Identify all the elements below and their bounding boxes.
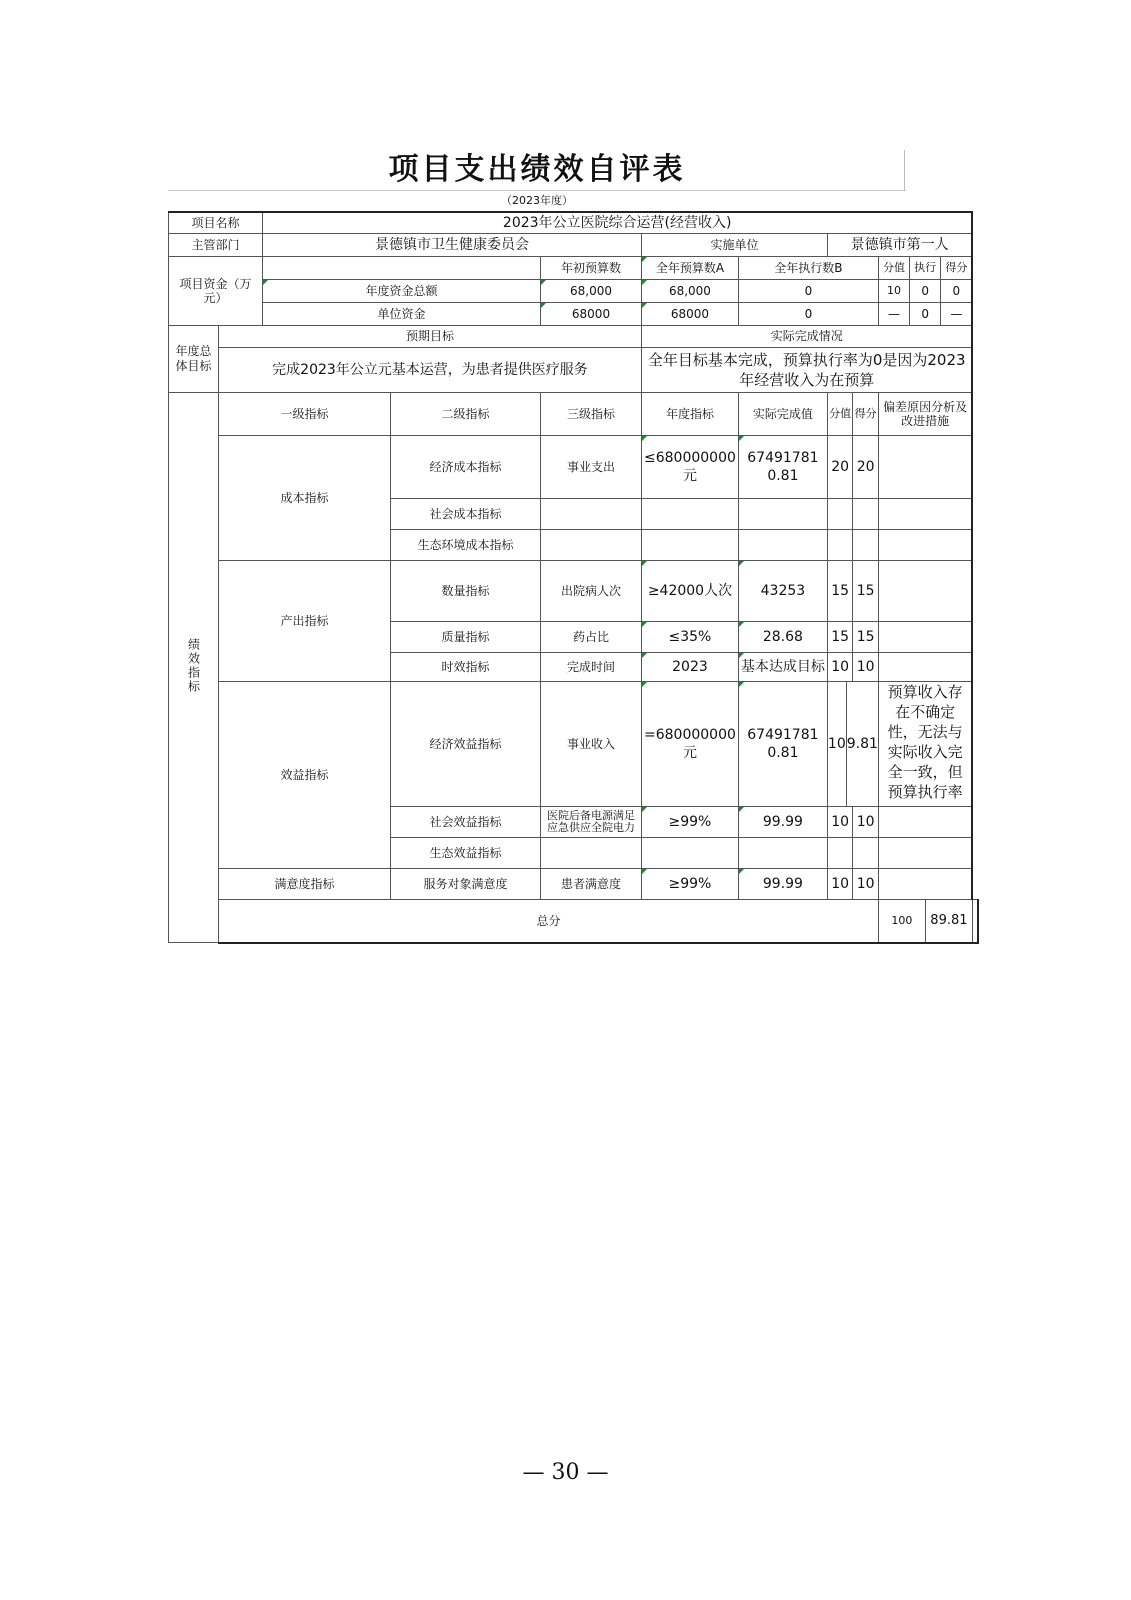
unit-value: 景德镇市第一人 xyxy=(827,233,972,256)
reason-cell: 预算收入存在不确定性，无法与实际收入完全一致，但预算执行率 xyxy=(878,681,972,806)
weight-cell xyxy=(828,530,854,560)
group-benefit: 效益指标 xyxy=(219,681,391,868)
project-name-label: 项目名称 xyxy=(169,212,263,233)
actual-cell xyxy=(738,498,827,529)
level3-cell xyxy=(541,529,642,560)
actual-cell: 674917810.81 xyxy=(738,681,827,806)
target-cell: ≥99% xyxy=(642,806,739,837)
weight-cell: 10 xyxy=(828,682,847,806)
actual-cell: 99.99 xyxy=(738,868,827,899)
actual-header: 实际完成情况 xyxy=(642,325,973,347)
total-reason xyxy=(972,899,978,943)
level2-cell: 时效指标 xyxy=(391,652,541,681)
level3-cell: 药占比 xyxy=(541,621,642,652)
level2-cell: 社会效益指标 xyxy=(391,806,541,837)
reason-cell xyxy=(878,435,972,498)
score-cell xyxy=(853,838,878,868)
total-weight: 100 xyxy=(879,900,926,942)
level2-cell: 数量指标 xyxy=(391,560,541,621)
funds-row-executed: 0 xyxy=(738,279,878,302)
level3-cell xyxy=(541,498,642,529)
reason-cell xyxy=(878,837,972,868)
funds-score-value-header: 分值 xyxy=(879,257,910,279)
weight-cell xyxy=(828,499,854,529)
weight-score-cell xyxy=(827,837,878,868)
weight-score-cell xyxy=(827,652,878,681)
target-cell xyxy=(642,498,739,529)
dept-value: 景德镇市卫生健康委员会 xyxy=(263,233,642,256)
group-output: 产出指标 xyxy=(219,560,391,681)
header-actual: 实际完成值 xyxy=(738,392,827,435)
level3-cell: 出院病人次 xyxy=(541,560,642,621)
group-satisfaction: 满意度指标 xyxy=(219,868,391,899)
funds-row-annual: 68,000 xyxy=(642,279,739,302)
actual-cell xyxy=(738,529,827,560)
reason-cell xyxy=(878,529,972,560)
funds-row-score: — xyxy=(950,306,963,321)
score-cell: 10 xyxy=(856,875,875,892)
score-cell: 10 xyxy=(856,813,875,830)
weight-score-cell xyxy=(827,498,878,529)
header-level3: 三级指标 xyxy=(541,392,642,435)
level3-cell: 事业支出 xyxy=(541,435,642,498)
page-title: 项目支出绩效自评表 xyxy=(388,152,686,187)
level2-cell: 生态环境成本指标 xyxy=(391,529,541,560)
evaluation-table xyxy=(168,211,979,944)
level2-cell: 服务对象满意度 xyxy=(391,868,541,899)
level2-cell: 质量指标 xyxy=(391,621,541,652)
actual-cell: 28.68 xyxy=(738,621,827,652)
level2-cell: 社会成本指标 xyxy=(391,498,541,529)
actual-cell: 99.99 xyxy=(738,806,827,837)
weight-score-cell xyxy=(827,529,878,560)
reason-cell xyxy=(878,498,972,529)
weight-score-cell xyxy=(827,681,878,806)
funds-row-scores xyxy=(878,279,972,302)
page-number: — 30 — xyxy=(522,1460,609,1485)
actual-cell: 基本达成目标 xyxy=(738,652,827,681)
indicators-section-label xyxy=(169,392,219,943)
funds-row-score-value: 10 xyxy=(879,280,910,302)
header-reason: 偏差原因分析及改进措施 xyxy=(878,392,972,435)
funds-blank-header xyxy=(263,256,541,279)
score-cell xyxy=(853,530,878,560)
header-weight: 分值 xyxy=(828,393,854,435)
title-border xyxy=(904,150,905,190)
level3-cell: 医院后备电源满足应急供应全院电力 xyxy=(541,806,642,837)
project-name-value: 2023年公立医院综合运营(经营收入) xyxy=(263,212,973,233)
header-level2: 二级指标 xyxy=(391,392,541,435)
weight-cell: 20 xyxy=(828,436,854,498)
reason-cell xyxy=(878,652,972,681)
weight-cell: 10 xyxy=(828,653,854,681)
score-cell: 9.81 xyxy=(846,735,878,752)
score-cell: 10 xyxy=(856,658,875,675)
funds-row-executed: 0 xyxy=(738,302,878,325)
expected-target: 完成2023年公立元基本运营，为患者提供医疗服务 xyxy=(219,347,642,392)
group-cost: 成本指标 xyxy=(219,435,391,560)
score-cell: 15 xyxy=(856,628,875,645)
funds-annual-header: 全年预算数A xyxy=(642,256,739,279)
funds-row-rate: 0 xyxy=(910,280,941,302)
actual-result: 全年目标基本完成，预算执行率为0是因为2023年经营收入为在预算 xyxy=(642,347,973,392)
header-score: 得分 xyxy=(854,406,877,420)
level3-cell: 完成时间 xyxy=(541,652,642,681)
weight-score-cell xyxy=(827,560,878,621)
weight-score-cell xyxy=(827,621,878,652)
weight-cell: 10 xyxy=(828,807,854,837)
total-weight-score xyxy=(878,899,972,943)
funds-row-score: 0 xyxy=(952,283,961,298)
level2-cell: 经济效益指标 xyxy=(391,681,541,806)
score-cell: 15 xyxy=(856,582,875,599)
dept-label: 主管部门 xyxy=(169,233,263,256)
funds-row-annual: 68000 xyxy=(642,302,739,325)
weight-score-cell xyxy=(827,435,878,498)
reason-cell xyxy=(878,868,972,899)
funds-row-scores xyxy=(878,302,972,325)
actual-cell xyxy=(738,837,827,868)
expected-header: 预期目标 xyxy=(219,325,642,347)
reason-cell xyxy=(878,806,972,837)
target-cell xyxy=(642,529,739,560)
target-cell: ≥42000人次 xyxy=(642,560,739,621)
level3-cell: 患者满意度 xyxy=(541,868,642,899)
funds-row-initial: 68,000 xyxy=(541,279,642,302)
funds-rate-header: 执行 xyxy=(910,257,941,279)
header-weight-score xyxy=(827,392,878,435)
level2-cell: 经济成本指标 xyxy=(391,435,541,498)
target-cell xyxy=(642,837,739,868)
funds-score-headers xyxy=(878,256,972,279)
funds-row-score-value: — xyxy=(879,303,910,325)
header-target: 年度指标 xyxy=(642,392,739,435)
reason-cell xyxy=(878,621,972,652)
target-cell: ≥99% xyxy=(642,868,739,899)
funds-row-label: 年度资金总额 xyxy=(263,279,541,302)
score-cell xyxy=(853,499,878,529)
target-cell: ≤35% xyxy=(642,621,739,652)
targets-label: 年度总体目标 xyxy=(169,325,219,392)
weight-cell: 15 xyxy=(828,622,854,652)
target-cell: 2023 xyxy=(642,652,739,681)
funds-executed-header: 全年执行数B xyxy=(738,256,878,279)
header-level1: 一级指标 xyxy=(219,392,391,435)
level2-cell: 生态效益指标 xyxy=(391,837,541,868)
funds-row-initial: 68000 xyxy=(541,302,642,325)
actual-cell: 43253 xyxy=(738,560,827,621)
indicators-section-text: 绩效指标 xyxy=(186,637,201,694)
actual-cell: 674917810.81 xyxy=(738,435,827,498)
total-score: 89.81 xyxy=(930,912,968,928)
weight-score-cell xyxy=(827,868,878,899)
report-year: （2023年度） xyxy=(501,194,573,207)
weight-cell: 10 xyxy=(828,869,854,899)
funds-score-header: 得分 xyxy=(945,260,968,274)
unit-label: 实施单位 xyxy=(642,233,828,256)
score-cell: 20 xyxy=(856,458,875,475)
total-label: 总分 xyxy=(219,899,879,943)
title-underline xyxy=(168,190,906,191)
funds-row-rate: 0 xyxy=(910,303,941,325)
weight-cell xyxy=(828,838,854,868)
funds-row-label: 单位资金 xyxy=(263,302,541,325)
level3-cell xyxy=(541,837,642,868)
target-cell: ≤680000000元 xyxy=(642,435,739,498)
level3-cell: 事业收入 xyxy=(541,681,642,806)
target-cell: =680000000元 xyxy=(642,681,739,806)
weight-score-cell xyxy=(827,806,878,837)
reason-cell xyxy=(878,560,972,621)
weight-cell: 15 xyxy=(828,561,854,621)
funds-initial-header: 年初预算数 xyxy=(541,256,642,279)
funds-label: 项目资金（万元） xyxy=(169,256,263,325)
